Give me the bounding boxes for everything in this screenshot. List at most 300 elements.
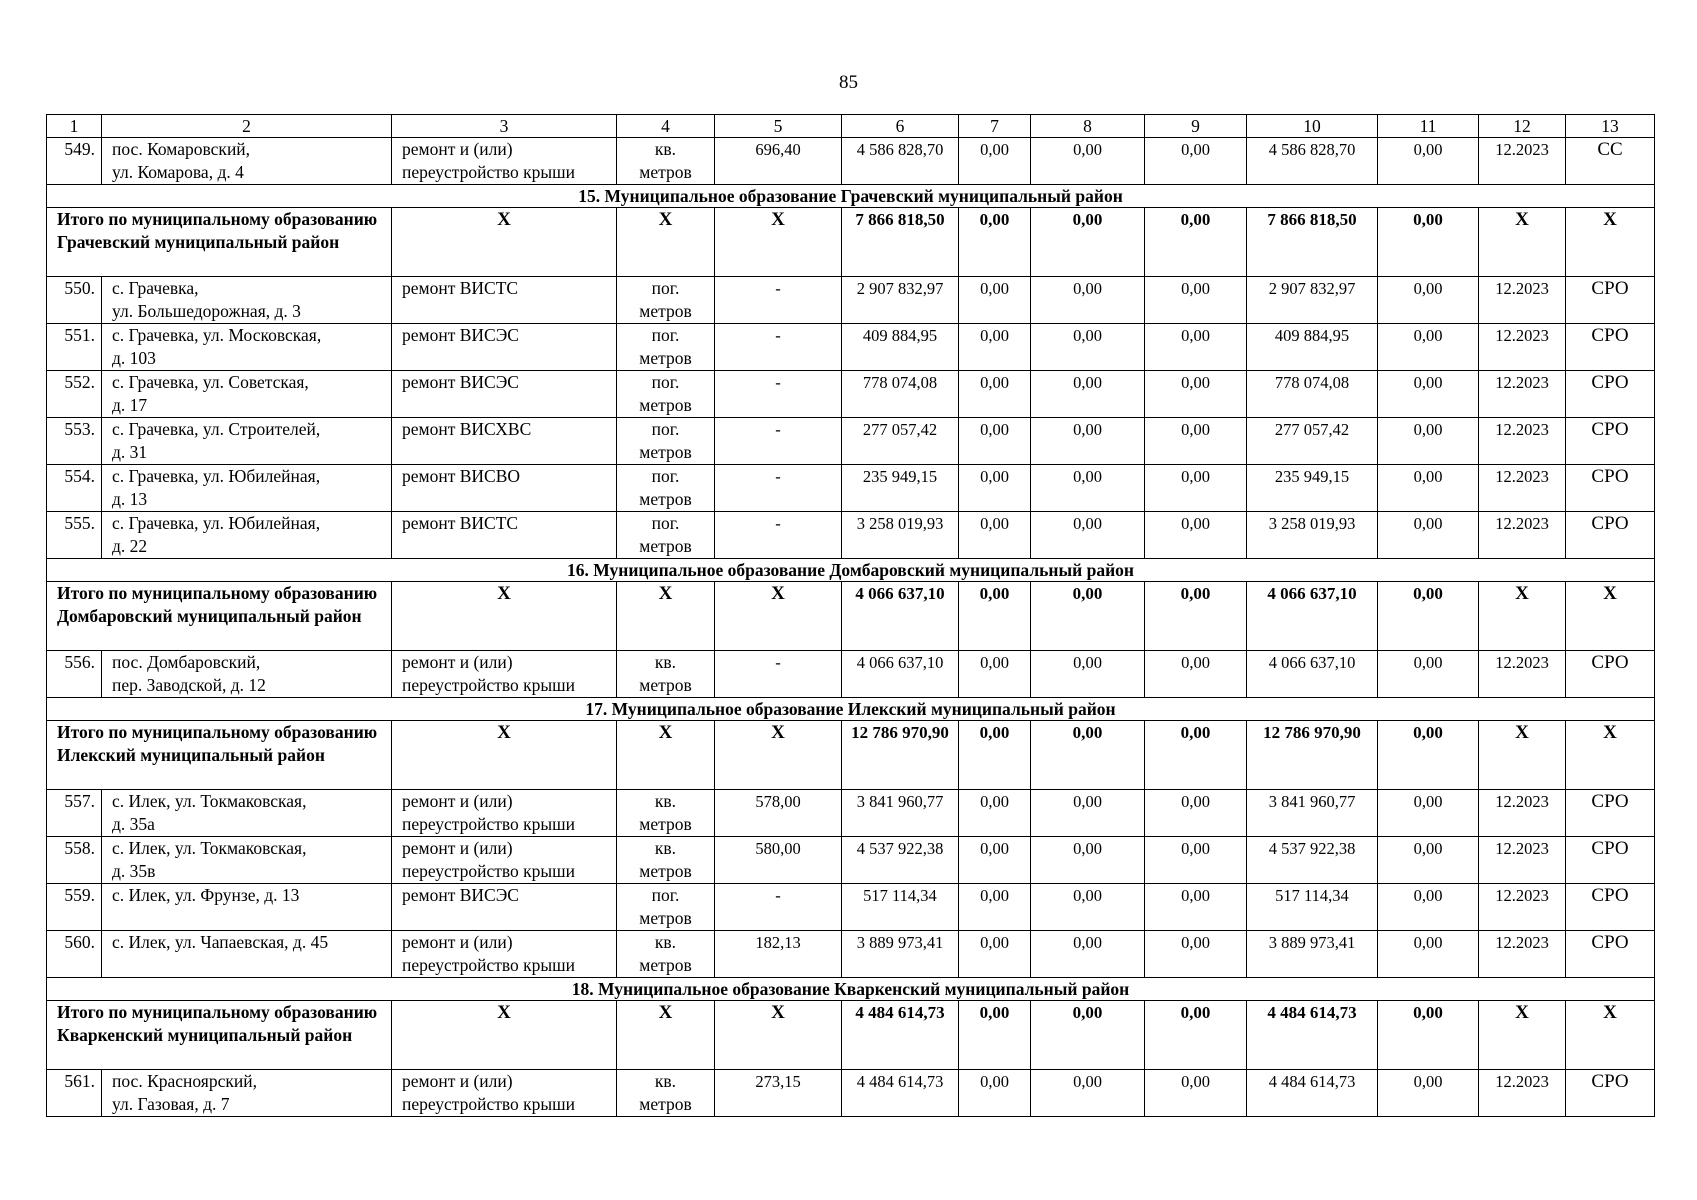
cell-text: 0,00: [1180, 1003, 1211, 1022]
cell-text: ремонт и (или): [402, 791, 513, 811]
cell-text: 551.: [64, 325, 95, 345]
cell-text: метров: [639, 395, 692, 415]
table-cell: [1247, 465, 1378, 512]
table-cell: [1378, 837, 1479, 884]
table-cell: [617, 884, 715, 931]
cell-text: 12.2023: [1495, 839, 1549, 858]
cell-text: X: [1603, 583, 1617, 604]
subtotal-row: [47, 208, 1655, 277]
cell-text: 517 114,34: [1275, 886, 1349, 905]
cell-text: 273,15: [755, 1072, 801, 1091]
table-cell: [715, 138, 842, 185]
table-cell: [1479, 324, 1566, 371]
cell-text: 4 586 828,70: [856, 140, 944, 159]
table-cell: [842, 1001, 959, 1070]
table-cell: [715, 651, 842, 698]
cell-text: 2 907 832,97: [856, 279, 944, 298]
table-cell: [842, 837, 959, 884]
cell-text: 0,00: [1073, 653, 1102, 672]
cell-text: кв.: [654, 652, 677, 672]
table-cell: [1479, 208, 1566, 277]
section-title: [47, 559, 1655, 582]
cell-text: X: [497, 1002, 511, 1023]
table-cell: [1566, 837, 1655, 884]
table-cell: [1566, 582, 1655, 651]
cell-text: метров: [639, 814, 692, 834]
cell-text: 182,13: [755, 933, 801, 952]
cell-text: 0,00: [1413, 1003, 1443, 1022]
cell-text: 0,00: [980, 514, 1009, 533]
cell-text: метров: [639, 675, 692, 695]
table-cell: [715, 371, 842, 418]
table-cell: [715, 277, 842, 324]
subtotal-row: [47, 721, 1655, 790]
table-cell: [617, 1001, 715, 1070]
table-cell: [1378, 790, 1479, 837]
cell-text: 12.2023: [1495, 933, 1549, 952]
table-cell: [617, 138, 715, 185]
table-cell: [1031, 790, 1145, 837]
table-cell: [1247, 208, 1378, 277]
cell-text: X: [1515, 1002, 1529, 1023]
table-cell: [1145, 324, 1247, 371]
cell-text: 0,00: [1181, 279, 1210, 298]
table-cell: [1566, 1070, 1655, 1117]
header-row: [47, 115, 1655, 138]
cell-text: 0,00: [980, 792, 1009, 811]
table-cell: [1031, 418, 1145, 465]
table-row: [47, 884, 1655, 931]
cell-text: 0,00: [1413, 210, 1443, 229]
cell-text: ремонт ВИСХВС: [402, 419, 532, 439]
cell-text: 4 537 922,38: [856, 839, 944, 858]
table-cell: [959, 651, 1031, 698]
cell-text: 4 066 637,10: [1267, 584, 1357, 603]
cell-text: 0,00: [1073, 514, 1102, 533]
cell-text: СРО: [1591, 791, 1629, 812]
cell-text: кв.: [654, 932, 677, 952]
table-cell: [715, 418, 842, 465]
table-cell: [1145, 651, 1247, 698]
table-cell: [47, 790, 102, 837]
cell-text: с. Илек, ул. Токмаковская,: [112, 791, 307, 811]
cell-text: 3 889 973,41: [856, 933, 944, 952]
table-cell: [47, 837, 102, 884]
table-cell: [1378, 884, 1479, 931]
column-header: 11: [1378, 115, 1479, 138]
table-cell: [1378, 931, 1479, 978]
table-cell: [1247, 277, 1378, 324]
cell-text: 0,00: [1181, 373, 1210, 392]
cell-text: X: [1515, 722, 1529, 743]
cell-text: 0,00: [1072, 1003, 1103, 1022]
subtotal-label: [47, 1001, 392, 1070]
table-cell: [392, 1001, 617, 1070]
cell-text: 277 057,42: [1274, 420, 1350, 439]
cell-text: -: [775, 373, 781, 392]
cell-text: -: [775, 514, 781, 533]
table-cell: [102, 512, 392, 559]
table-cell: [1479, 884, 1566, 931]
cell-text: X: [658, 209, 673, 230]
table-cell: [715, 512, 842, 559]
table-cell: [959, 465, 1031, 512]
cell-text: 0,00: [980, 1072, 1009, 1091]
table-cell: [959, 418, 1031, 465]
subtotal-label: [47, 582, 392, 651]
cell-text: 0,00: [980, 933, 1009, 952]
table-cell: [959, 1001, 1031, 1070]
table-cell: [842, 1070, 959, 1117]
cell-text: 552.: [64, 372, 95, 392]
subtotal-label: [47, 208, 392, 277]
table-cell: [842, 582, 959, 651]
table-cell: [1145, 1070, 1247, 1117]
cell-text: пог.: [651, 419, 680, 439]
table-cell: [959, 931, 1031, 978]
table-cell: [1566, 721, 1655, 790]
cell-text: 3 841 960,77: [856, 792, 944, 811]
table-cell: [842, 465, 959, 512]
column-header: 7: [959, 115, 1031, 138]
table-cell: [1378, 465, 1479, 512]
cell-text: метров: [639, 1094, 692, 1114]
table-cell: [842, 721, 959, 790]
table-cell: [715, 1001, 842, 1070]
cell-text: метров: [639, 908, 692, 928]
cell-text: 12 786 970,90: [851, 723, 949, 742]
cell-text: 0,00: [1181, 839, 1210, 858]
cell-text: 0,00: [1073, 373, 1102, 392]
table-row: [47, 371, 1655, 418]
table-cell: [392, 651, 617, 698]
table-cell: [102, 837, 392, 884]
section-header-row: [47, 698, 1655, 721]
cell-text: 561.: [64, 1071, 95, 1091]
table-cell: [102, 324, 392, 371]
cell-text: 0,00: [980, 886, 1009, 905]
cell-text: 550.: [64, 278, 95, 298]
cell-text: метров: [639, 442, 692, 462]
cell-text: 517 114,34: [863, 886, 937, 905]
table-cell: [1378, 324, 1479, 371]
cell-text: ремонт и (или): [402, 1071, 513, 1091]
cell-text: переустройство крыши: [402, 162, 575, 182]
cell-text: 7 866 818,50: [855, 210, 945, 229]
cell-text: СРО: [1591, 1071, 1629, 1092]
cell-text: 0,00: [979, 584, 1010, 603]
table-cell: [1145, 371, 1247, 418]
cell-text: СРО: [1591, 513, 1629, 534]
cell-text: 0,00: [1413, 792, 1443, 811]
cell-text: с. Илек, ул. Фрунзе, д. 13: [112, 885, 300, 905]
table-cell: [47, 277, 102, 324]
table-cell: [1479, 1070, 1566, 1117]
cell-text: 0,00: [1413, 584, 1443, 603]
cell-text: 4 066 637,10: [855, 584, 945, 603]
table-cell: [959, 208, 1031, 277]
cell-text: с. Грачевка, ул. Строителей,: [112, 419, 321, 439]
table-cell: [102, 884, 392, 931]
table-cell: [1145, 465, 1247, 512]
table-cell: [842, 324, 959, 371]
table-cell: [1479, 721, 1566, 790]
table-cell: [1566, 418, 1655, 465]
table-cell: [47, 371, 102, 418]
cell-text: СРО: [1591, 838, 1629, 859]
table-cell: [47, 324, 102, 371]
cell-text: 0,00: [980, 653, 1009, 672]
cell-text: 0,00: [1413, 140, 1443, 159]
cell-text: 0,00: [1413, 373, 1443, 392]
cell-text: 0,00: [1181, 514, 1210, 533]
table-cell: [1145, 512, 1247, 559]
cell-text: метров: [639, 348, 692, 368]
cell-text: 18. Муниципальное образование Кваркенский муниципальный район: [571, 979, 1130, 999]
section-header-row: [47, 978, 1655, 1001]
cell-text: 12.2023: [1495, 279, 1549, 298]
cell-text: X: [771, 1002, 785, 1023]
cell-text: 0,00: [980, 326, 1009, 345]
cell-text: X: [497, 209, 511, 230]
cell-text: X: [497, 722, 511, 743]
table-cell: [1145, 138, 1247, 185]
table-cell: [1378, 371, 1479, 418]
table-cell: [617, 208, 715, 277]
table-cell: [617, 721, 715, 790]
table-cell: [1378, 512, 1479, 559]
cell-text: -: [775, 420, 781, 439]
cell-text: X: [771, 583, 785, 604]
table-cell: [715, 721, 842, 790]
cell-text: метров: [639, 162, 692, 182]
cell-text: с. Грачевка, ул. Юбилейная,: [112, 466, 321, 486]
cell-text: 557.: [64, 791, 95, 811]
cell-text: X: [658, 722, 673, 743]
cell-text: 0,00: [1181, 792, 1210, 811]
table-cell: [1566, 931, 1655, 978]
table-cell: [1566, 1001, 1655, 1070]
table-cell: [392, 277, 617, 324]
table-cell: [1479, 371, 1566, 418]
table-cell: [617, 371, 715, 418]
table-cell: [842, 931, 959, 978]
table-cell: [959, 837, 1031, 884]
table-cell: [715, 465, 842, 512]
cell-text: 0,00: [1073, 933, 1102, 952]
table-cell: [1479, 418, 1566, 465]
cell-text: ремонт ВИСТС: [402, 278, 519, 298]
cell-text: 235 949,15: [862, 467, 938, 486]
table-cell: [102, 277, 392, 324]
column-header: 9: [1145, 115, 1247, 138]
table-row: [47, 931, 1655, 978]
table-cell: [1566, 324, 1655, 371]
cell-text: Итого по муниципальному образованию Грачевский муниципальный район: [57, 209, 378, 252]
cell-text: 0,00: [1181, 1072, 1210, 1091]
table-row: [47, 465, 1655, 512]
table-cell: [617, 324, 715, 371]
cell-text: 12.2023: [1495, 653, 1549, 672]
cell-text: пос. Комаровский,: [112, 139, 251, 159]
table-row: [47, 837, 1655, 884]
cell-text: 0,00: [1413, 886, 1443, 905]
column-header: 3: [392, 115, 617, 138]
table-cell: [1378, 651, 1479, 698]
cell-text: ул. Большедорожная, д. 3: [112, 301, 301, 321]
cell-text: д. 35а: [112, 814, 155, 834]
cell-text: 558.: [64, 838, 95, 858]
cell-text: X: [1515, 209, 1529, 230]
cell-text: 0,00: [980, 420, 1009, 439]
table-cell: [842, 884, 959, 931]
cell-text: 0,00: [1413, 653, 1443, 672]
table-cell: [1247, 1070, 1378, 1117]
cell-text: 0,00: [980, 467, 1009, 486]
cell-text: СРО: [1591, 325, 1629, 346]
cell-text: ремонт и (или): [402, 652, 513, 672]
cell-text: 12.2023: [1495, 420, 1549, 439]
table-cell: [959, 277, 1031, 324]
table-cell: [1031, 277, 1145, 324]
table-cell: [959, 1070, 1031, 1117]
cell-text: X: [1515, 583, 1529, 604]
table-cell: [1566, 790, 1655, 837]
table-cell: [392, 884, 617, 931]
cell-text: 4 066 637,10: [856, 653, 944, 672]
table-cell: [1566, 884, 1655, 931]
cell-text: 12 786 970,90: [1263, 723, 1361, 742]
cell-text: 0,00: [1413, 467, 1443, 486]
cell-text: 0,00: [1413, 839, 1443, 858]
cell-text: 778 074,08: [1274, 373, 1350, 392]
table-cell: [1566, 651, 1655, 698]
cell-text: 3 889 973,41: [1268, 933, 1356, 952]
table-cell: [392, 208, 617, 277]
cell-text: пог.: [651, 325, 680, 345]
table-cell: [47, 651, 102, 698]
table-cell: [1566, 465, 1655, 512]
table-cell: [1479, 931, 1566, 978]
cell-text: 0,00: [1181, 420, 1210, 439]
cell-text: 12.2023: [1495, 1072, 1549, 1091]
table-cell: [1031, 837, 1145, 884]
table-cell: [392, 371, 617, 418]
table-cell: [842, 138, 959, 185]
cell-text: 0,00: [1413, 514, 1443, 533]
cell-text: 0,00: [1073, 839, 1102, 858]
cell-text: 0,00: [1181, 653, 1210, 672]
cell-text: 778 074,08: [862, 373, 938, 392]
table-cell: [959, 721, 1031, 790]
cell-text: 0,00: [1073, 886, 1102, 905]
table-cell: [1145, 721, 1247, 790]
cell-text: 0,00: [1413, 279, 1443, 298]
cell-text: 0,00: [979, 723, 1010, 742]
subtotal-row: [47, 582, 1655, 651]
table-cell: [715, 324, 842, 371]
page-number: 85: [839, 72, 858, 93]
table-cell: [47, 512, 102, 559]
cell-text: X: [1603, 722, 1617, 743]
table-cell: [715, 208, 842, 277]
table-row: [47, 1070, 1655, 1117]
cell-text: СРО: [1591, 466, 1629, 487]
cell-text: ремонт и (или): [402, 838, 513, 858]
cell-text: 578,00: [755, 792, 801, 811]
cell-text: д. 22: [112, 536, 148, 556]
table-cell: [102, 418, 392, 465]
table-cell: [1247, 721, 1378, 790]
cell-text: 0,00: [1413, 1072, 1443, 1091]
cell-text: с. Грачевка,: [112, 278, 199, 298]
table-cell: [47, 138, 102, 185]
section-title: [47, 698, 1655, 721]
table-cell: [842, 371, 959, 418]
cell-text: метров: [639, 489, 692, 509]
cell-text: 0,00: [979, 210, 1010, 229]
table-cell: [617, 651, 715, 698]
table-cell: [1247, 884, 1378, 931]
table-cell: [1247, 582, 1378, 651]
table-cell: [102, 931, 392, 978]
table-cell: [47, 1070, 102, 1117]
cell-text: 0,00: [1073, 140, 1102, 159]
table-cell: [617, 277, 715, 324]
table-cell: [392, 790, 617, 837]
table-cell: [959, 371, 1031, 418]
table-cell: [47, 931, 102, 978]
cell-text: 0,00: [1180, 584, 1211, 603]
table-cell: [392, 837, 617, 884]
column-header: 1: [47, 115, 102, 138]
table-cell: [715, 837, 842, 884]
table-cell: [1145, 790, 1247, 837]
table-cell: [1145, 884, 1247, 931]
table-cell: [392, 1070, 617, 1117]
table-cell: [842, 208, 959, 277]
cell-text: -: [775, 886, 781, 905]
table-cell: [1031, 465, 1145, 512]
cell-text: 12.2023: [1495, 886, 1549, 905]
cell-text: ремонт ВИСЭС: [402, 372, 519, 392]
cell-text: с. Грачевка, ул. Юбилейная,: [112, 513, 321, 533]
table-row: [47, 138, 1655, 185]
cell-text: -: [775, 326, 781, 345]
table-cell: [102, 138, 392, 185]
cell-text: 560.: [64, 932, 95, 952]
table-cell: [842, 277, 959, 324]
table-cell: [392, 138, 617, 185]
table-cell: [617, 465, 715, 512]
cell-text: 409 884,95: [862, 326, 938, 345]
section-header-row: [47, 185, 1655, 208]
table-cell: [102, 790, 392, 837]
table-cell: [392, 418, 617, 465]
cell-text: 553.: [64, 419, 95, 439]
table-cell: [715, 790, 842, 837]
subtotal-row: [47, 1001, 1655, 1070]
table-cell: [715, 931, 842, 978]
cell-text: СРО: [1591, 885, 1629, 906]
cell-text: переустройство крыши: [402, 675, 575, 695]
cell-text: 0,00: [1072, 584, 1103, 603]
cell-text: д. 103: [112, 348, 156, 368]
cell-text: 0,00: [1413, 326, 1443, 345]
cell-text: 0,00: [979, 1003, 1010, 1022]
cell-text: 0,00: [1072, 723, 1103, 742]
cell-text: Итого по муниципальному образованию Кваркенский муниципальный район: [57, 1002, 378, 1045]
